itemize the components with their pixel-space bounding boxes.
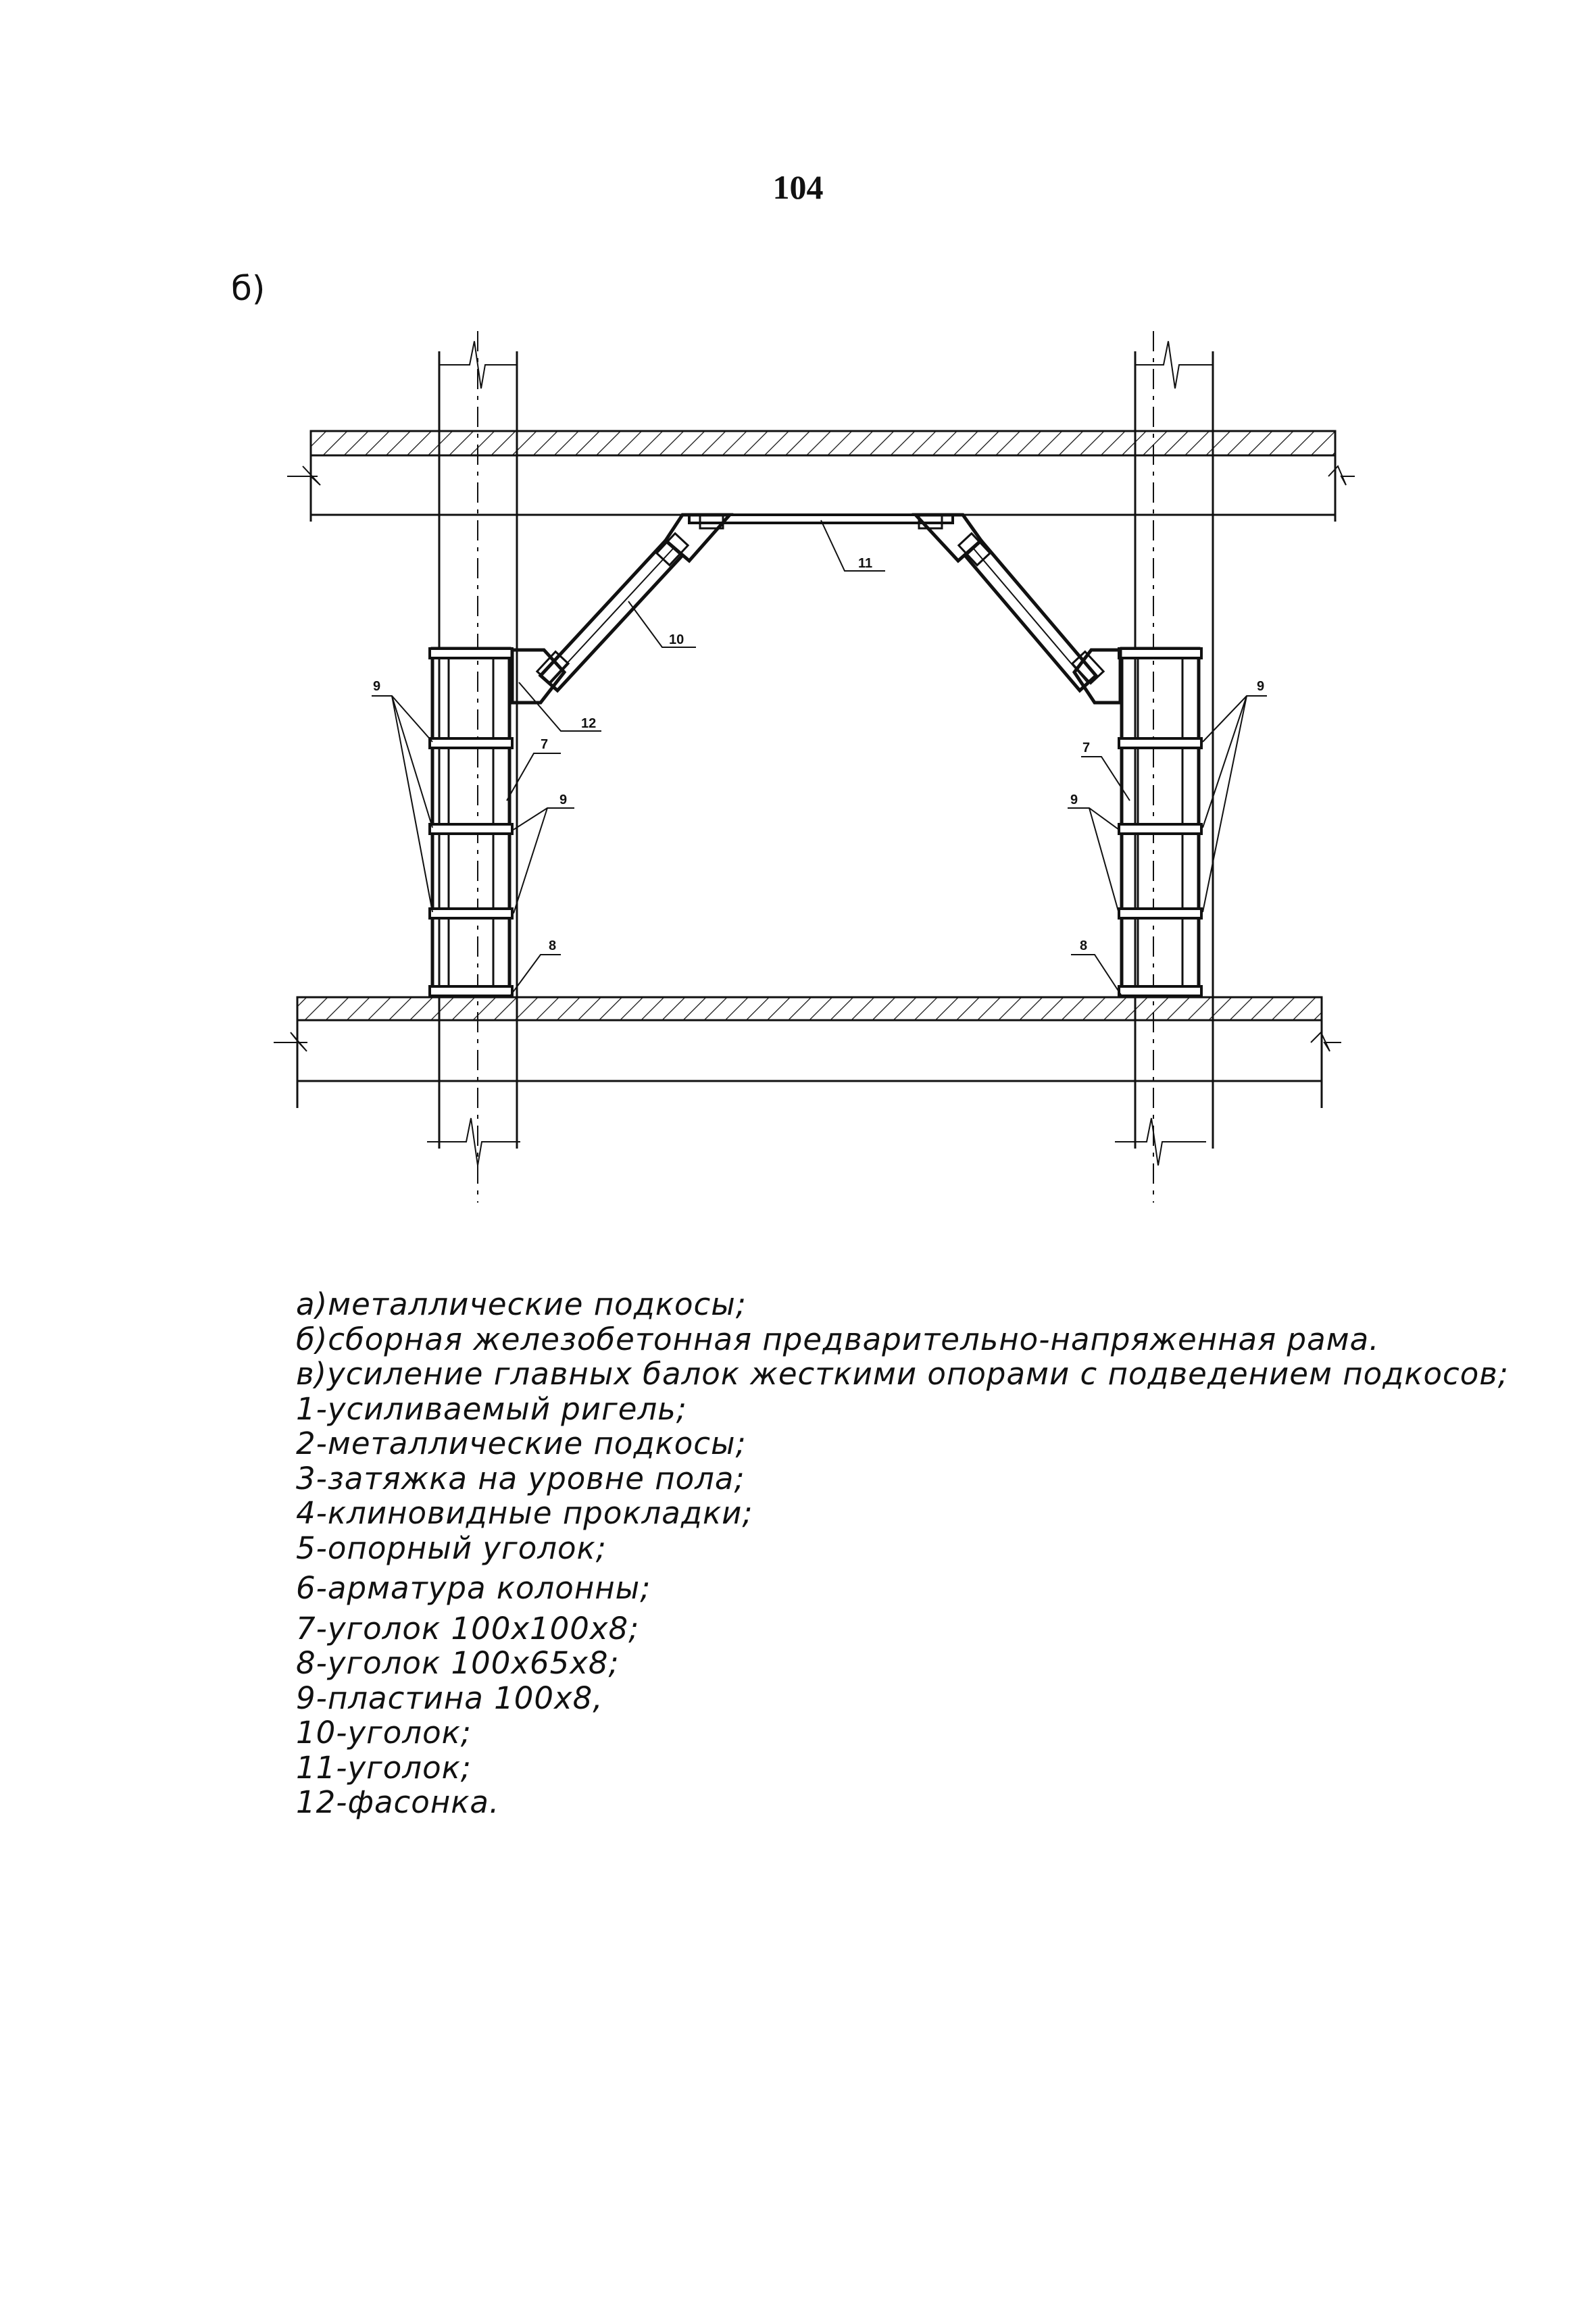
callout-9-left-inner: 9 xyxy=(559,793,568,807)
callout-7-right: 7 xyxy=(1082,740,1091,755)
callout-9-right-outer: 9 xyxy=(1257,679,1265,694)
callout-7-left: 7 xyxy=(541,737,549,752)
legend-item-12: 12-фасонка. xyxy=(296,1784,500,1820)
legend-item-a: а)металлические подкосы; xyxy=(296,1286,747,1322)
legend-item-10: 10-уголок; xyxy=(296,1715,472,1751)
leader-lines xyxy=(372,520,1267,996)
legend-item-b: б)сборная железобетонная предварительно-напряженная рама. xyxy=(296,1321,1380,1357)
callout-9-right-inner: 9 xyxy=(1070,793,1078,807)
legend-item-3: 3-затяжка на уровне пола; xyxy=(296,1460,745,1496)
right-column xyxy=(1115,331,1213,1203)
legend-item-2: 2-металлические подкосы; xyxy=(296,1426,747,1461)
legend-item-4: 4-клиновидные прокладки; xyxy=(296,1495,753,1531)
callout-8-left: 8 xyxy=(549,938,557,953)
page-number: 104 xyxy=(772,168,824,206)
legend xyxy=(296,1287,1512,1820)
legend-item-v: в)усиление главных балок жесткими опорами с подведением подкосов; xyxy=(296,1356,1509,1392)
legend-item-9: 9-пластина 100x8, xyxy=(296,1680,603,1716)
callout-9-left-outer: 9 xyxy=(373,679,381,694)
lower-slab xyxy=(274,997,1341,1108)
callout-11: 11 xyxy=(858,556,873,571)
legend-item-8: 8-уголок 100x65x8; xyxy=(296,1645,620,1681)
struts xyxy=(537,515,1120,703)
legend-item-6: 6-арматура колонны; xyxy=(296,1570,651,1606)
callout-8-right: 8 xyxy=(1080,938,1088,953)
legend-item-11: 11-уголок; xyxy=(296,1749,472,1786)
legend-item-5: 5-опорный уголок; xyxy=(296,1530,607,1566)
callout-10: 10 xyxy=(669,632,684,647)
figure-label: б) xyxy=(231,269,266,308)
callout-12: 12 xyxy=(581,716,597,731)
left-column xyxy=(427,331,564,1203)
legend-item-1: 1-усиливаемый ригель; xyxy=(296,1390,687,1427)
legend-item-7: 7-уголок 100x100x8; xyxy=(296,1610,640,1646)
upper-slab xyxy=(287,431,1355,522)
